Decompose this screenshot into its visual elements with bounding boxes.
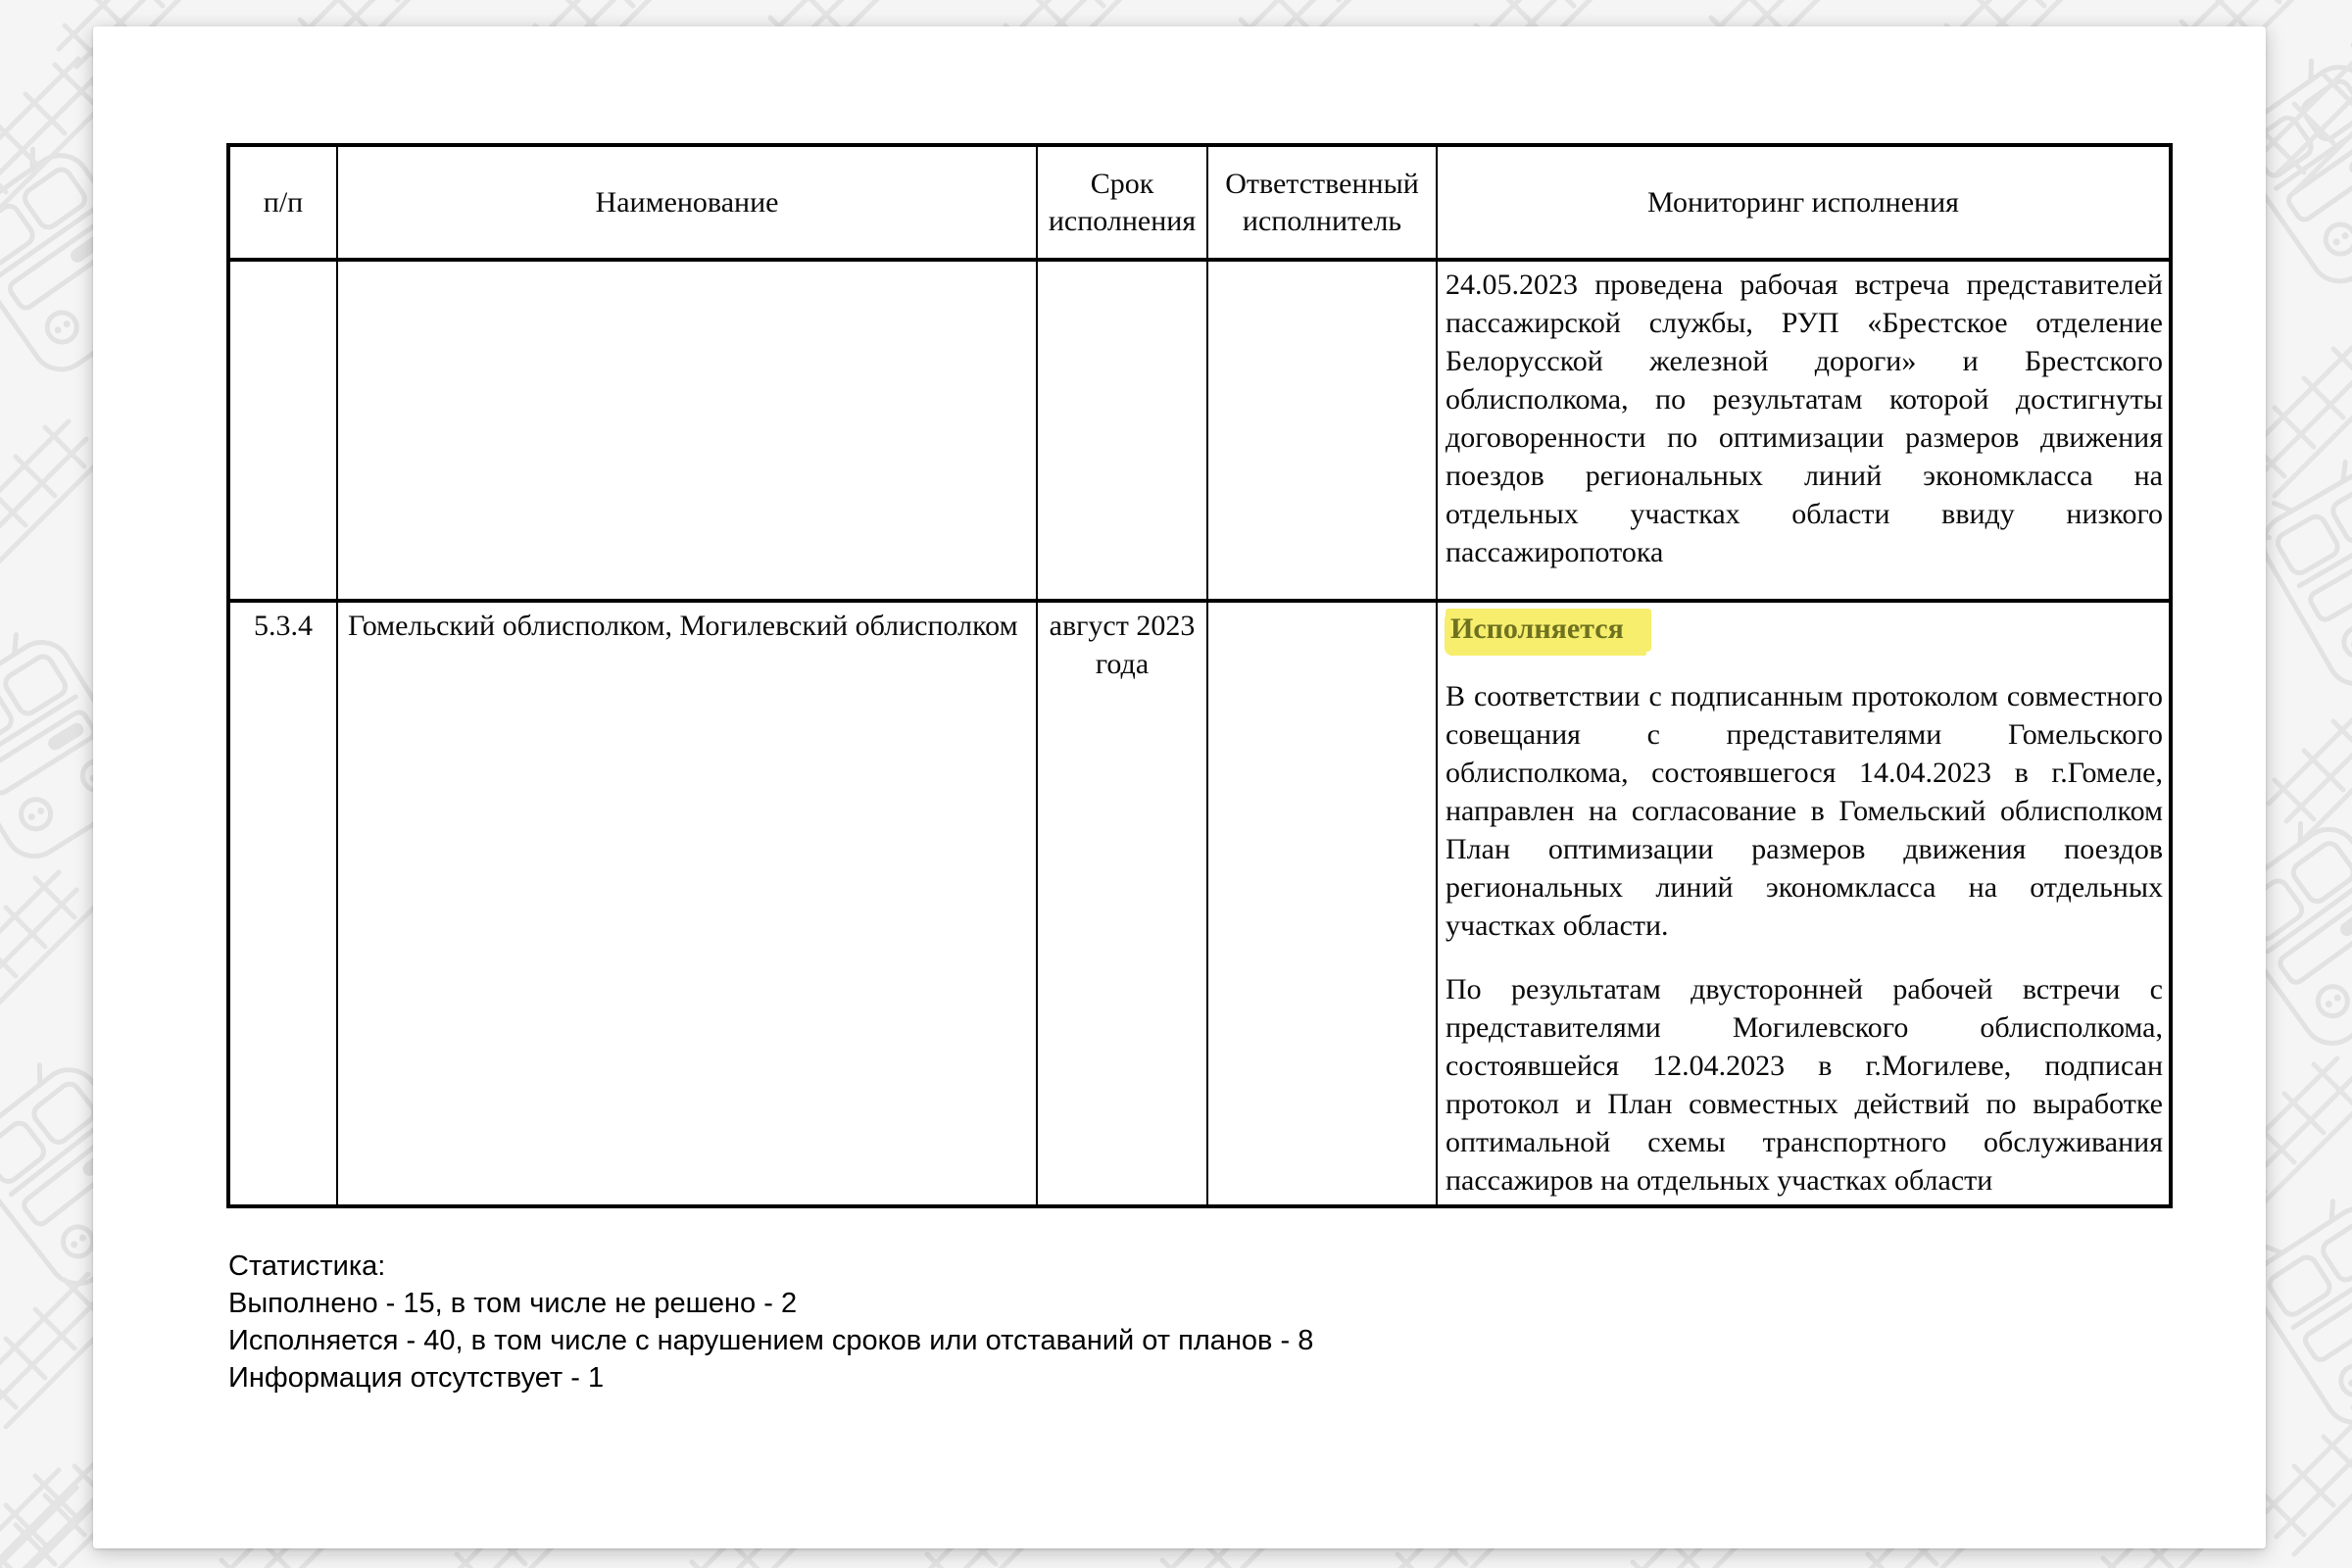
cell-executor	[1207, 601, 1437, 1206]
table-row	[228, 601, 2171, 1206]
monitoring-paragraph: По результатам двусторонней рабочей встречи с представителями Могилевского облисполкома, состоявшейся 12.04.2023 в г.Могилеве, подписан протокол и План совместных действий по выработке оптимальной схемы транспортного обслуживания пассажиров на отдельных участках области	[1446, 973, 2163, 1197]
header-cell-name: Наименование	[337, 145, 1037, 260]
cell-num	[228, 260, 337, 601]
cell-name	[337, 260, 1037, 601]
monitoring-paragraph: 24.05.2023 проведена рабочая встреча представителей пассажирской службы, РУП «Брестское отделение Белорусской железной дороги» и Брестского облисполкома, по результатам которой достигнуты договоренности по оптимизации размеров движения поездов региональных линий экономкласса на отдельных участках области ввиду низкого пассажиропотока	[1446, 269, 2163, 568]
statistics-line: Информация отсутствует - 1	[228, 1362, 605, 1394]
document-page	[93, 26, 2266, 1548]
statistics-line: Исполняется - 40, в том числе с нарушением сроков или отставаний от планов - 8	[228, 1325, 1314, 1356]
status-badge: Исполняется	[1446, 609, 1651, 652]
statistics-title: Статистика:	[228, 1250, 386, 1282]
statistics-line: Выполнено - 15, в том числе не решено - 2	[228, 1288, 798, 1319]
cell-term: август 2023 года	[1037, 601, 1207, 1206]
status-line	[1446, 609, 2163, 652]
header-cell-npp: п/п	[228, 145, 337, 260]
cell-name: Гомельский облисполком, Могилевский облисполком	[337, 601, 1037, 1206]
monitoring-table	[226, 143, 2173, 1208]
header-cell-executor: Ответственный исполнитель	[1207, 145, 1437, 260]
header-cell-monitoring: Мониторинг исполнения	[1437, 145, 2171, 260]
cell-executor	[1207, 260, 1437, 601]
cell-num: 5.3.4	[228, 601, 337, 1206]
statistics-block	[228, 1248, 1313, 1396]
cell-monitoring	[1437, 260, 2171, 601]
table-header-row	[228, 145, 2171, 260]
table-row	[228, 260, 2171, 601]
cell-monitoring	[1437, 601, 2171, 1206]
header-cell-term: Срок исполнения	[1037, 145, 1207, 260]
monitoring-paragraph: В соответствии с подписанным протоколом совместного совещания с представителями Гомельского облисполкома, состоявшегося 14.04.2023 в г.Гомеле, направлен на согласование в Гомельский облисполком План оптимизации размеров движения поездов региональных линий экономкласса на отдельных участках области.	[1446, 680, 2163, 942]
cell-term	[1037, 260, 1207, 601]
